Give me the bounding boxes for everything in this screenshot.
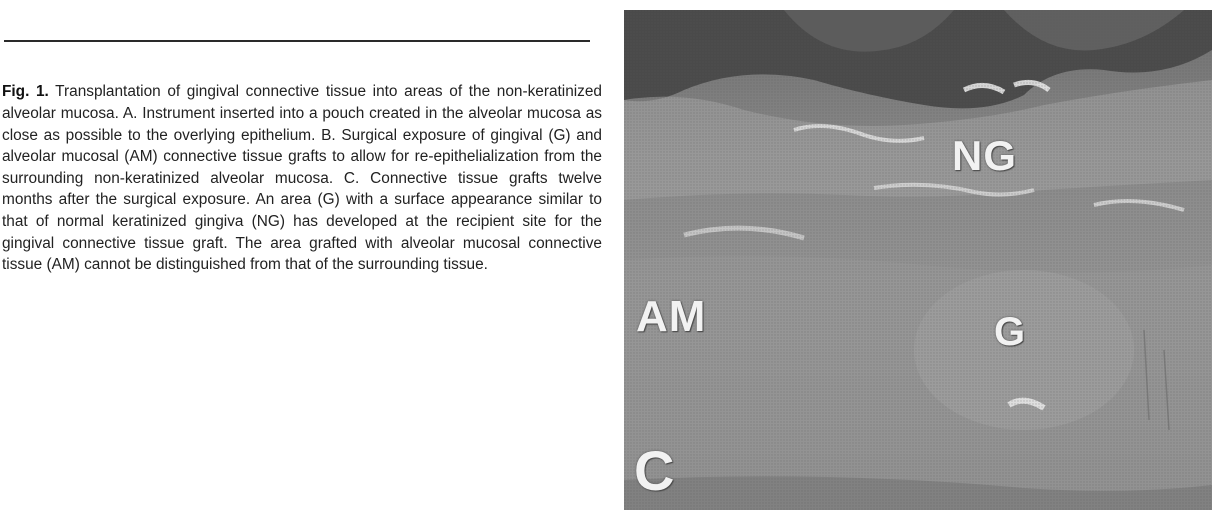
label-alveolar-mucosa-graft: AM [636,292,707,341]
caption-top-rule [4,40,590,42]
figure-number: Fig. 1. [2,83,49,101]
photo-illustration [624,10,1212,510]
label-normal-gingiva: NG [952,132,1017,179]
panel-label: C [634,439,676,502]
caption-text: Transplantation of gingival connective tissue into areas of the non-keratinized alveolar mucosa. A. Instrument inserted into a pouch created in the alveolar mucosa as close as possible to the overlying epithelium. B. Surgical exposure of gingival (G) and alveolar mucosal (AM) connective tissue grafts to allow for re-epithelialization from the surrounding non-keratinized alveolar mucosa. C. Connective tissue grafts twelve months after the surgical exposure. An area (G) with a surface appearance similar to that of normal keratinized gingiva (NG) has developed at the recipient site for the gingival connective tissue graft. The area grafted with alveolar mucosal connective tissue (AM) cannot be distinguished from that of the surrounding tissue. [2,83,602,274]
label-gingival-graft: G [994,310,1027,354]
clinical-photograph [624,10,1212,510]
figure-caption [2,81,602,275]
